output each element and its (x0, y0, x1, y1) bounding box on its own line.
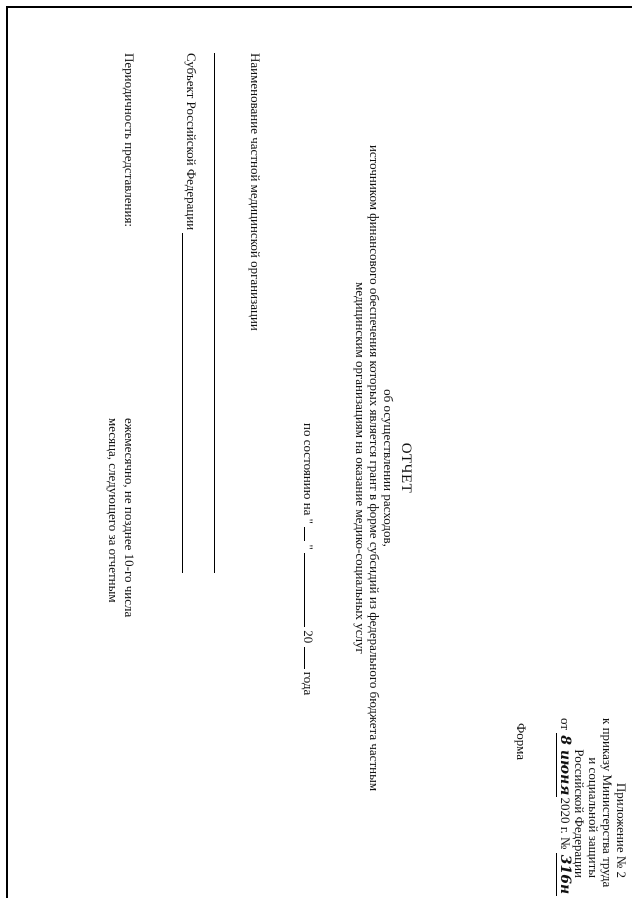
periodicity-value-line1: ежемесячно, не позднее 10-го числа (122, 418, 137, 618)
subject-label: Субъект Российской Федерации (184, 53, 199, 231)
org-name-label: Наименование частной медицинской организации (248, 53, 263, 331)
appendix-block (557, 718, 629, 895)
as-of-date-line (301, 423, 315, 695)
year-suffix: года (301, 671, 316, 696)
appendix-line2: к приказу Министерства труда (600, 718, 615, 888)
appendix-line1: Приложение № 2 (614, 782, 629, 878)
report-subtitle-line2: об осуществлении расходов, (381, 389, 396, 547)
report-title-block (353, 58, 413, 878)
handwritten-number: 316н (557, 854, 573, 895)
report-subtitle-line3: источником финансового обеспечения которых является грант в форме субсидий из федерального бюджета частным (367, 144, 382, 792)
handwritten-date: 8 июня (557, 735, 573, 796)
month-blank (304, 553, 305, 627)
date-year: 2020 г. № (558, 797, 573, 850)
periodicity-value-line2: месяца, следующего за отчетным (106, 418, 121, 603)
day-blank (304, 527, 305, 541)
as-of-prefix: по состоянию на " (301, 423, 316, 524)
date-prefix: от (558, 718, 573, 731)
report-subtitle-line4: медицинским организациям на оказание медико-социальных услуг (353, 282, 368, 654)
org-name-underline (214, 53, 215, 573)
year-prefix: 20 (301, 630, 316, 644)
report-title: ОТЧЕТ (398, 442, 414, 494)
rotated-page (8, 18, 628, 898)
periodicity-label: Периодичность представления: (122, 53, 137, 228)
as-of-quote: " (301, 544, 316, 550)
appendix-line4: Российской Федерации (572, 749, 587, 878)
appendix-date-line (557, 718, 573, 895)
appendix-line3: и социальной защиты (586, 757, 601, 878)
year-blank (304, 647, 305, 669)
subject-underline (182, 233, 183, 573)
form-label: Форма (514, 723, 529, 760)
